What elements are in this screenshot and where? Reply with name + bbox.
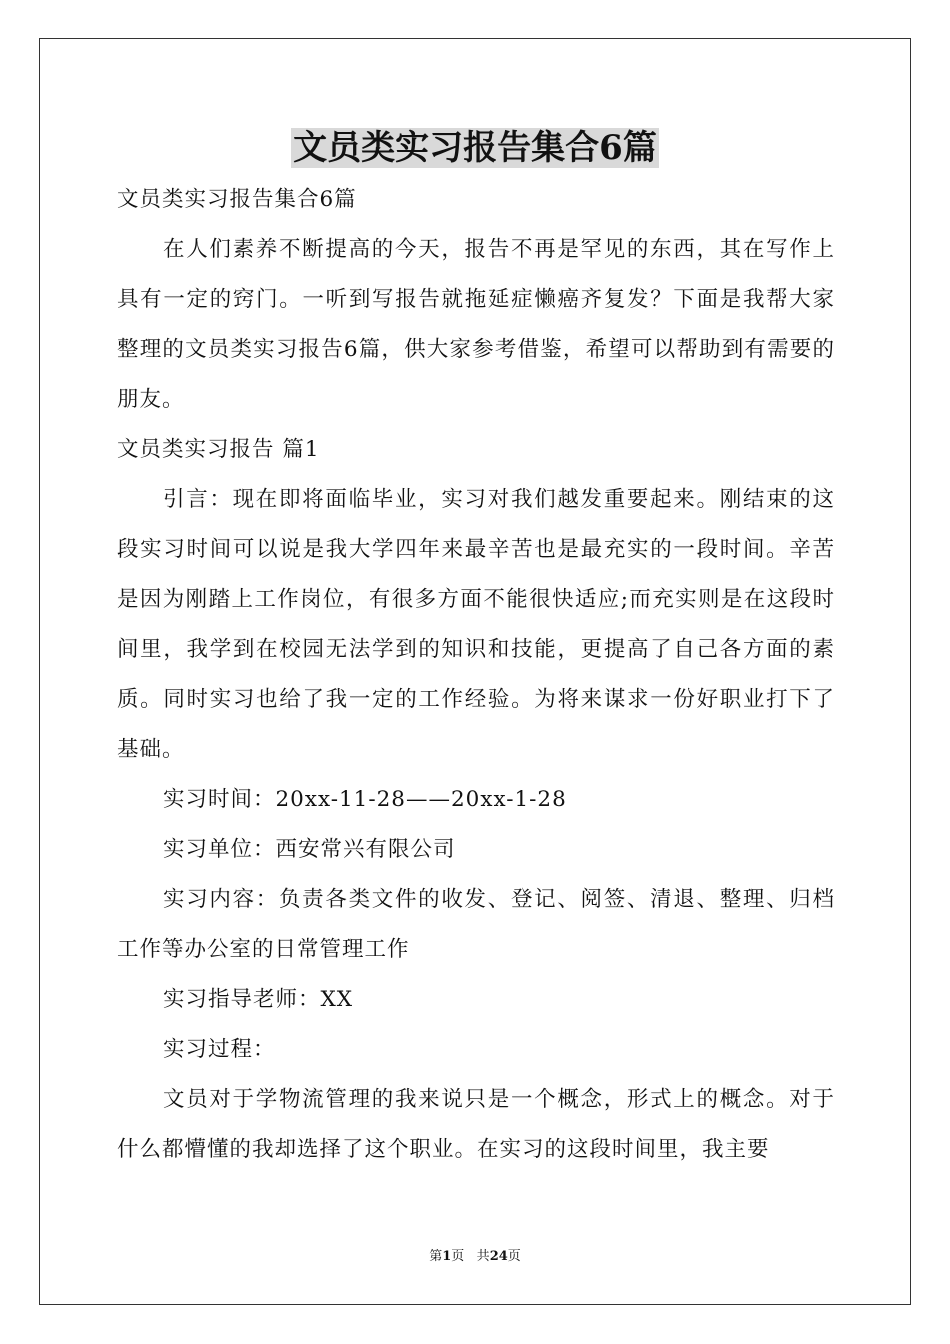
paragraph-internship-unit: 实习单位：西安常兴有限公司 [163,837,456,862]
paragraph-process-body: 文员对于学物流管理的我来说只是一个概念，形式上的概念。对于什么都懵懂的我却选择了这个职业。在实习的这段时间里，我主要 [117,1087,835,1162]
total-prefix: 共 [476,1249,490,1264]
document-title [0,124,950,172]
paragraph-subtitle: 文员类实习报告集合6篇 [117,187,357,212]
paragraph-intro: 在人们素养不断提高的今天，报告不再是罕见的东西，其在写作上具有一定的窍门。一听到写报告就拖延症懒癌齐复发？下面是我帮大家整理的文员类实习报告6篇，供大家参考借鉴，希望可以帮助到有需要的朋友。 [117,237,835,412]
document-body [117,175,835,1175]
total-pages: 24 [489,1249,508,1264]
paragraph-section-heading: 文员类实习报告 篇1 [117,437,320,462]
paragraph-internship-process: 实习过程： [163,1037,276,1062]
page-footer [0,1247,950,1267]
paragraph-internship-time: 实习时间：20xx-11-28——20xx-1-28 [163,787,567,812]
page-prefix: 第 [429,1249,443,1264]
page-suffix: 页 [451,1249,465,1264]
paragraph-internship-advisor: 实习指导老师：XX [163,987,354,1012]
paragraph-internship-content: 实习内容：负责各类文件的收发、登记、阅签、清退、整理、归档工作等办公室的日常管理工作 [117,887,835,962]
page-number: 1 [442,1249,452,1264]
paragraph-preface: 引言：现在即将面临毕业，实习对我们越发重要起来。刚结束的这段实习时间可以说是我大学四年来最辛苦也是最充实的一段时间。辛苦是因为刚踏上工作岗位，有很多方面不能很快适应;而充实则是在这段时间里，我学到在校园无法学到的知识和技能，更提高了自己各方面的素质。同时实习也给了我一定的工作经验。为将来谋求一份好职业打下了基础。 [117,487,835,762]
document-title-text: 文员类实习报告集合6篇 [293,128,657,168]
total-suffix: 页 [507,1249,521,1264]
